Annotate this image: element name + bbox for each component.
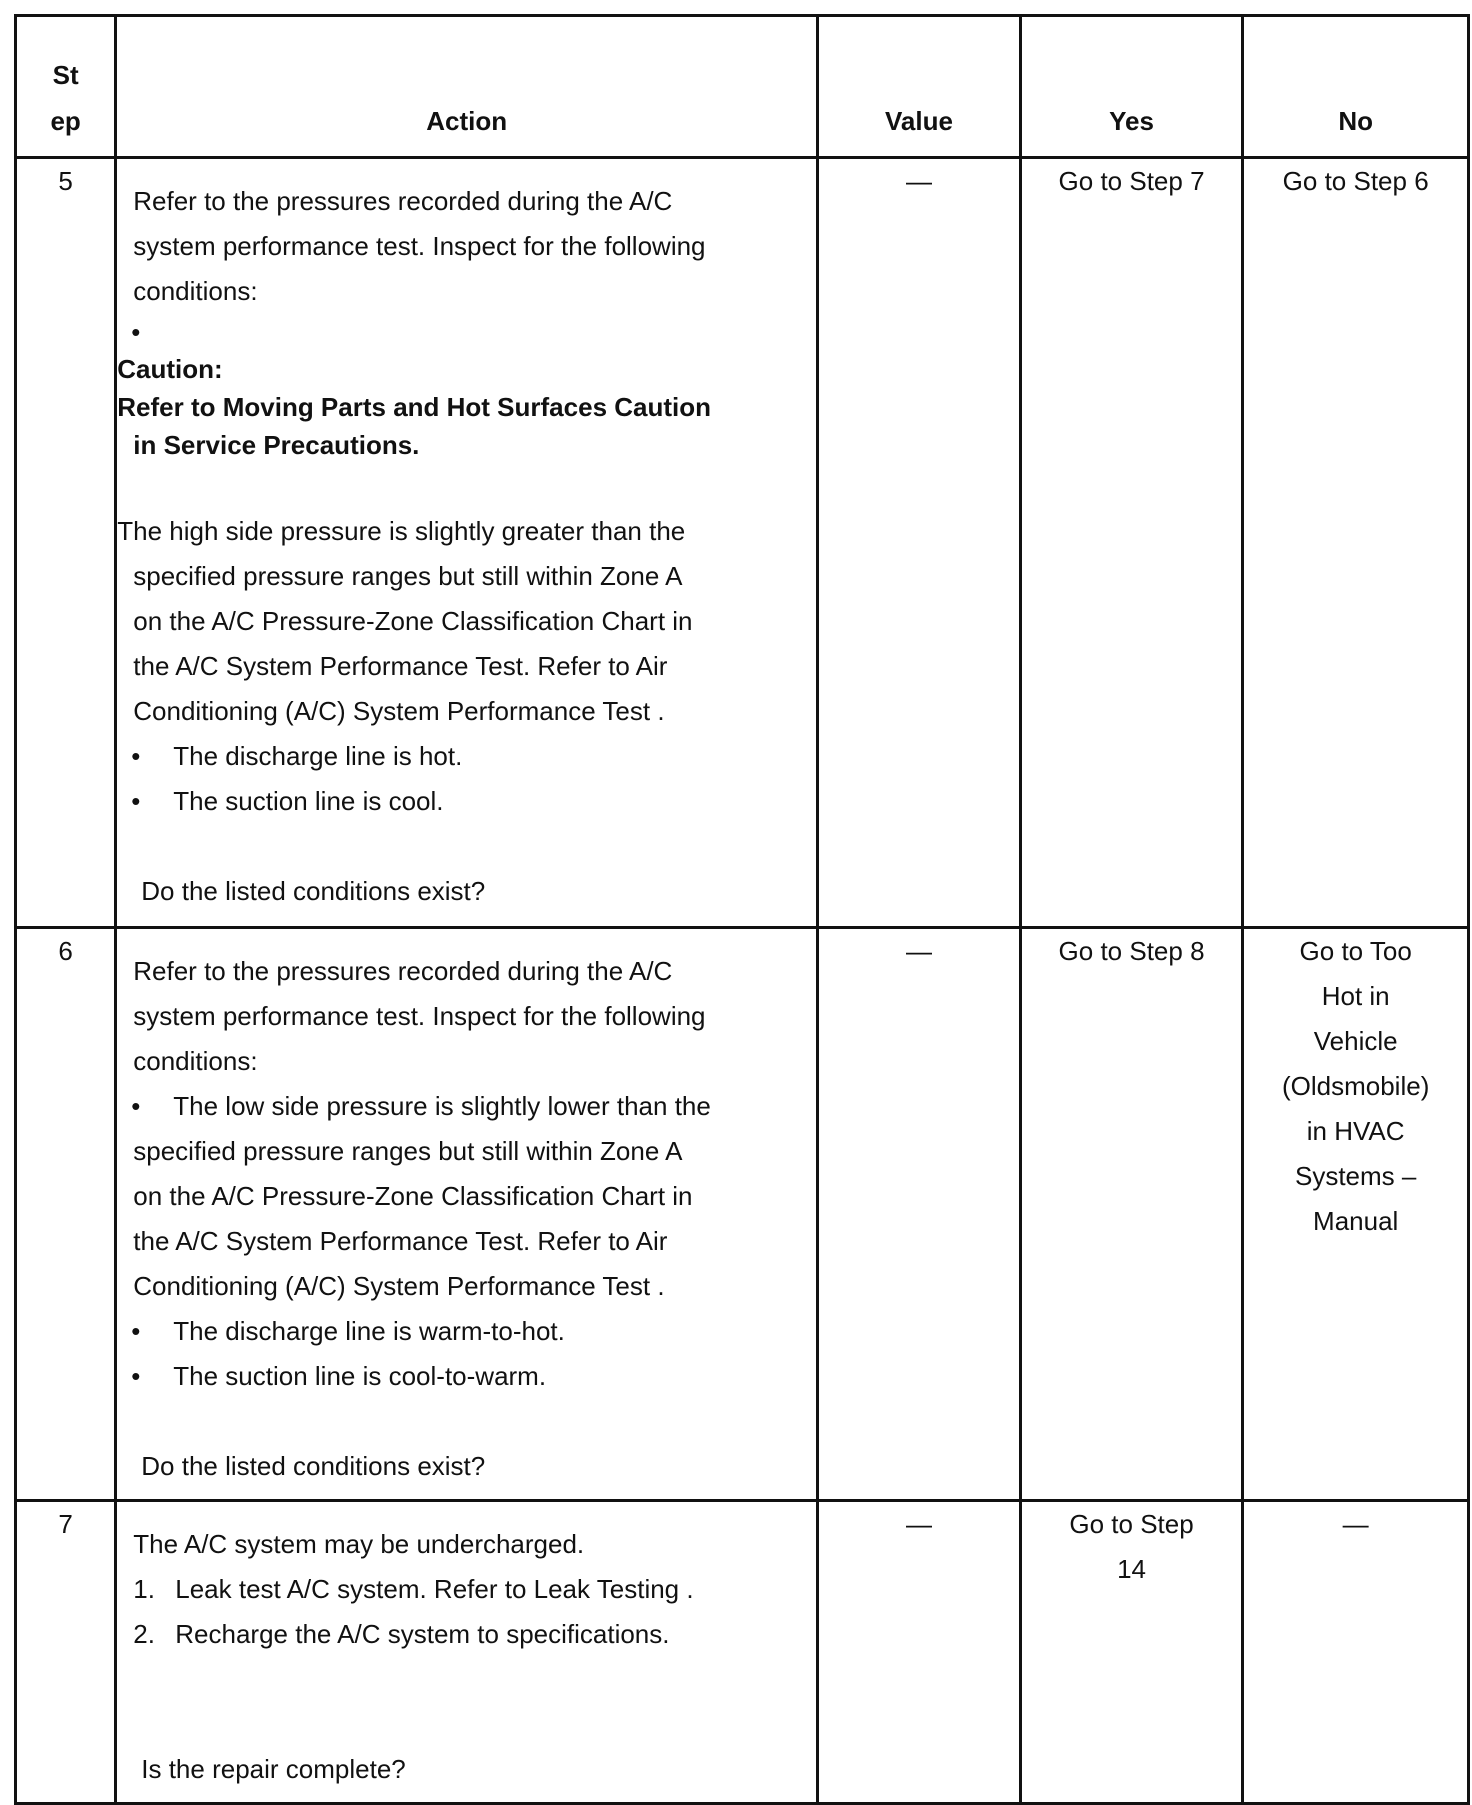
condition-text: specified pressure ranges but still within Zone A xyxy=(133,561,683,591)
action-column-header: Action xyxy=(116,16,818,158)
no-cell-line: (Oldsmobile) xyxy=(1281,1071,1430,1101)
no-cell-line: Go to Too xyxy=(1299,936,1412,966)
table-header-row xyxy=(16,16,1469,158)
numbered-item xyxy=(117,1612,806,1657)
step-header-line-1: St xyxy=(52,60,79,90)
question-text: Do the listed conditions exist? xyxy=(141,1451,486,1481)
step-column-header xyxy=(16,16,116,158)
no-cell-line: Manual xyxy=(1313,1206,1399,1236)
no-cell-line: Vehicle xyxy=(1313,1026,1398,1056)
bullet-text: The discharge line is warm-to-hot. xyxy=(173,1316,565,1346)
numbered-item xyxy=(117,1567,806,1612)
bullet-item: • The discharge line is warm-to-hot. xyxy=(117,1309,806,1354)
action-text: system performance test. Inspect for the following xyxy=(133,231,706,261)
condition-text: on the A/C Pressure-Zone Classification Chart in xyxy=(133,606,693,636)
caution-text: Refer to Moving Parts and Hot Surfaces Caution xyxy=(117,392,712,422)
item-text: Recharge the A/C system to specifications. xyxy=(175,1619,670,1649)
bullet-text: The low side pressure is slightly lower than the xyxy=(173,1091,711,1121)
value-cell: — xyxy=(818,928,1021,1501)
value-cell: — xyxy=(818,158,1021,928)
no-cell-line: Systems – xyxy=(1294,1161,1417,1191)
condition-text: on the A/C Pressure-Zone Classification Chart in xyxy=(133,1181,693,1211)
action-text: conditions: xyxy=(133,1046,258,1076)
bullet-item: • The suction line is cool. xyxy=(117,779,806,824)
item-number: 1. xyxy=(133,1574,155,1604)
bullet-text: The suction line is cool-to-warm. xyxy=(173,1361,547,1391)
action-cell xyxy=(116,1501,818,1804)
item-text: Leak test A/C system. Refer to Leak Testing . xyxy=(175,1574,694,1604)
value-cell: — xyxy=(818,1501,1021,1804)
bullet-item: • The discharge line is hot. xyxy=(117,734,806,779)
yes-column-header: Yes xyxy=(1020,16,1243,158)
yes-cell xyxy=(1020,1501,1243,1804)
yes-cell: Go to Step 8 xyxy=(1020,928,1243,1501)
question-text: Is the repair complete? xyxy=(141,1754,406,1784)
no-cell-line: Hot in xyxy=(1321,981,1390,1011)
question-text: Do the listed conditions exist? xyxy=(141,876,486,906)
action-text: conditions: xyxy=(133,276,258,306)
caution-text: in Service Precautions. xyxy=(133,430,420,460)
action-text: The A/C system may be undercharged. xyxy=(133,1529,585,1559)
action-cell xyxy=(116,158,818,928)
step-number: 6 xyxy=(16,928,116,1501)
condition-text: the A/C System Performance Test. Refer to Air xyxy=(133,651,668,681)
bullet-text: The discharge line is hot. xyxy=(173,741,463,771)
condition-text: The high side pressure is slightly greater than the xyxy=(117,516,686,546)
yes-cell-line: Go to Step xyxy=(1069,1509,1194,1539)
condition-text: the A/C System Performance Test. Refer to Air xyxy=(133,1226,668,1256)
no-cell xyxy=(1243,928,1469,1501)
condition-text: Conditioning (A/C) System Performance Test . xyxy=(133,696,665,726)
value-column-header: Value xyxy=(818,16,1021,158)
bullet-text: The suction line is cool. xyxy=(173,786,444,816)
no-cell-line: in HVAC xyxy=(1306,1116,1405,1146)
bullet-item: • The suction line is cool-to-warm. xyxy=(117,1354,806,1399)
condition-text: Conditioning (A/C) System Performance Test . xyxy=(133,1271,665,1301)
step-number: 7 xyxy=(16,1501,116,1804)
bullet-marker: • xyxy=(131,317,141,347)
item-number: 2. xyxy=(133,1619,155,1649)
diagnostic-steps-table xyxy=(14,14,1470,1805)
caution-label: Caution: xyxy=(117,354,223,384)
step-header-line-2: ep xyxy=(50,106,81,136)
condition-text: specified pressure ranges but still within Zone A xyxy=(133,1136,683,1166)
no-cell: — xyxy=(1243,1501,1469,1804)
table-row xyxy=(16,158,1469,928)
action-text: Refer to the pressures recorded during the A/C xyxy=(133,956,673,986)
bullet-item: • The low side pressure is slightly lower than the xyxy=(117,1084,806,1129)
no-column-header: No xyxy=(1243,16,1469,158)
action-cell xyxy=(116,928,818,1501)
table-row xyxy=(16,1501,1469,1804)
action-text: system performance test. Inspect for the following xyxy=(133,1001,706,1031)
bullet-item xyxy=(117,314,806,350)
step-number: 5 xyxy=(16,158,116,928)
action-text: Refer to the pressures recorded during the A/C xyxy=(133,186,673,216)
no-cell: Go to Step 6 xyxy=(1243,158,1469,928)
yes-cell: Go to Step 7 xyxy=(1020,158,1243,928)
yes-cell-line: 14 xyxy=(1117,1554,1146,1584)
table-row xyxy=(16,928,1469,1501)
